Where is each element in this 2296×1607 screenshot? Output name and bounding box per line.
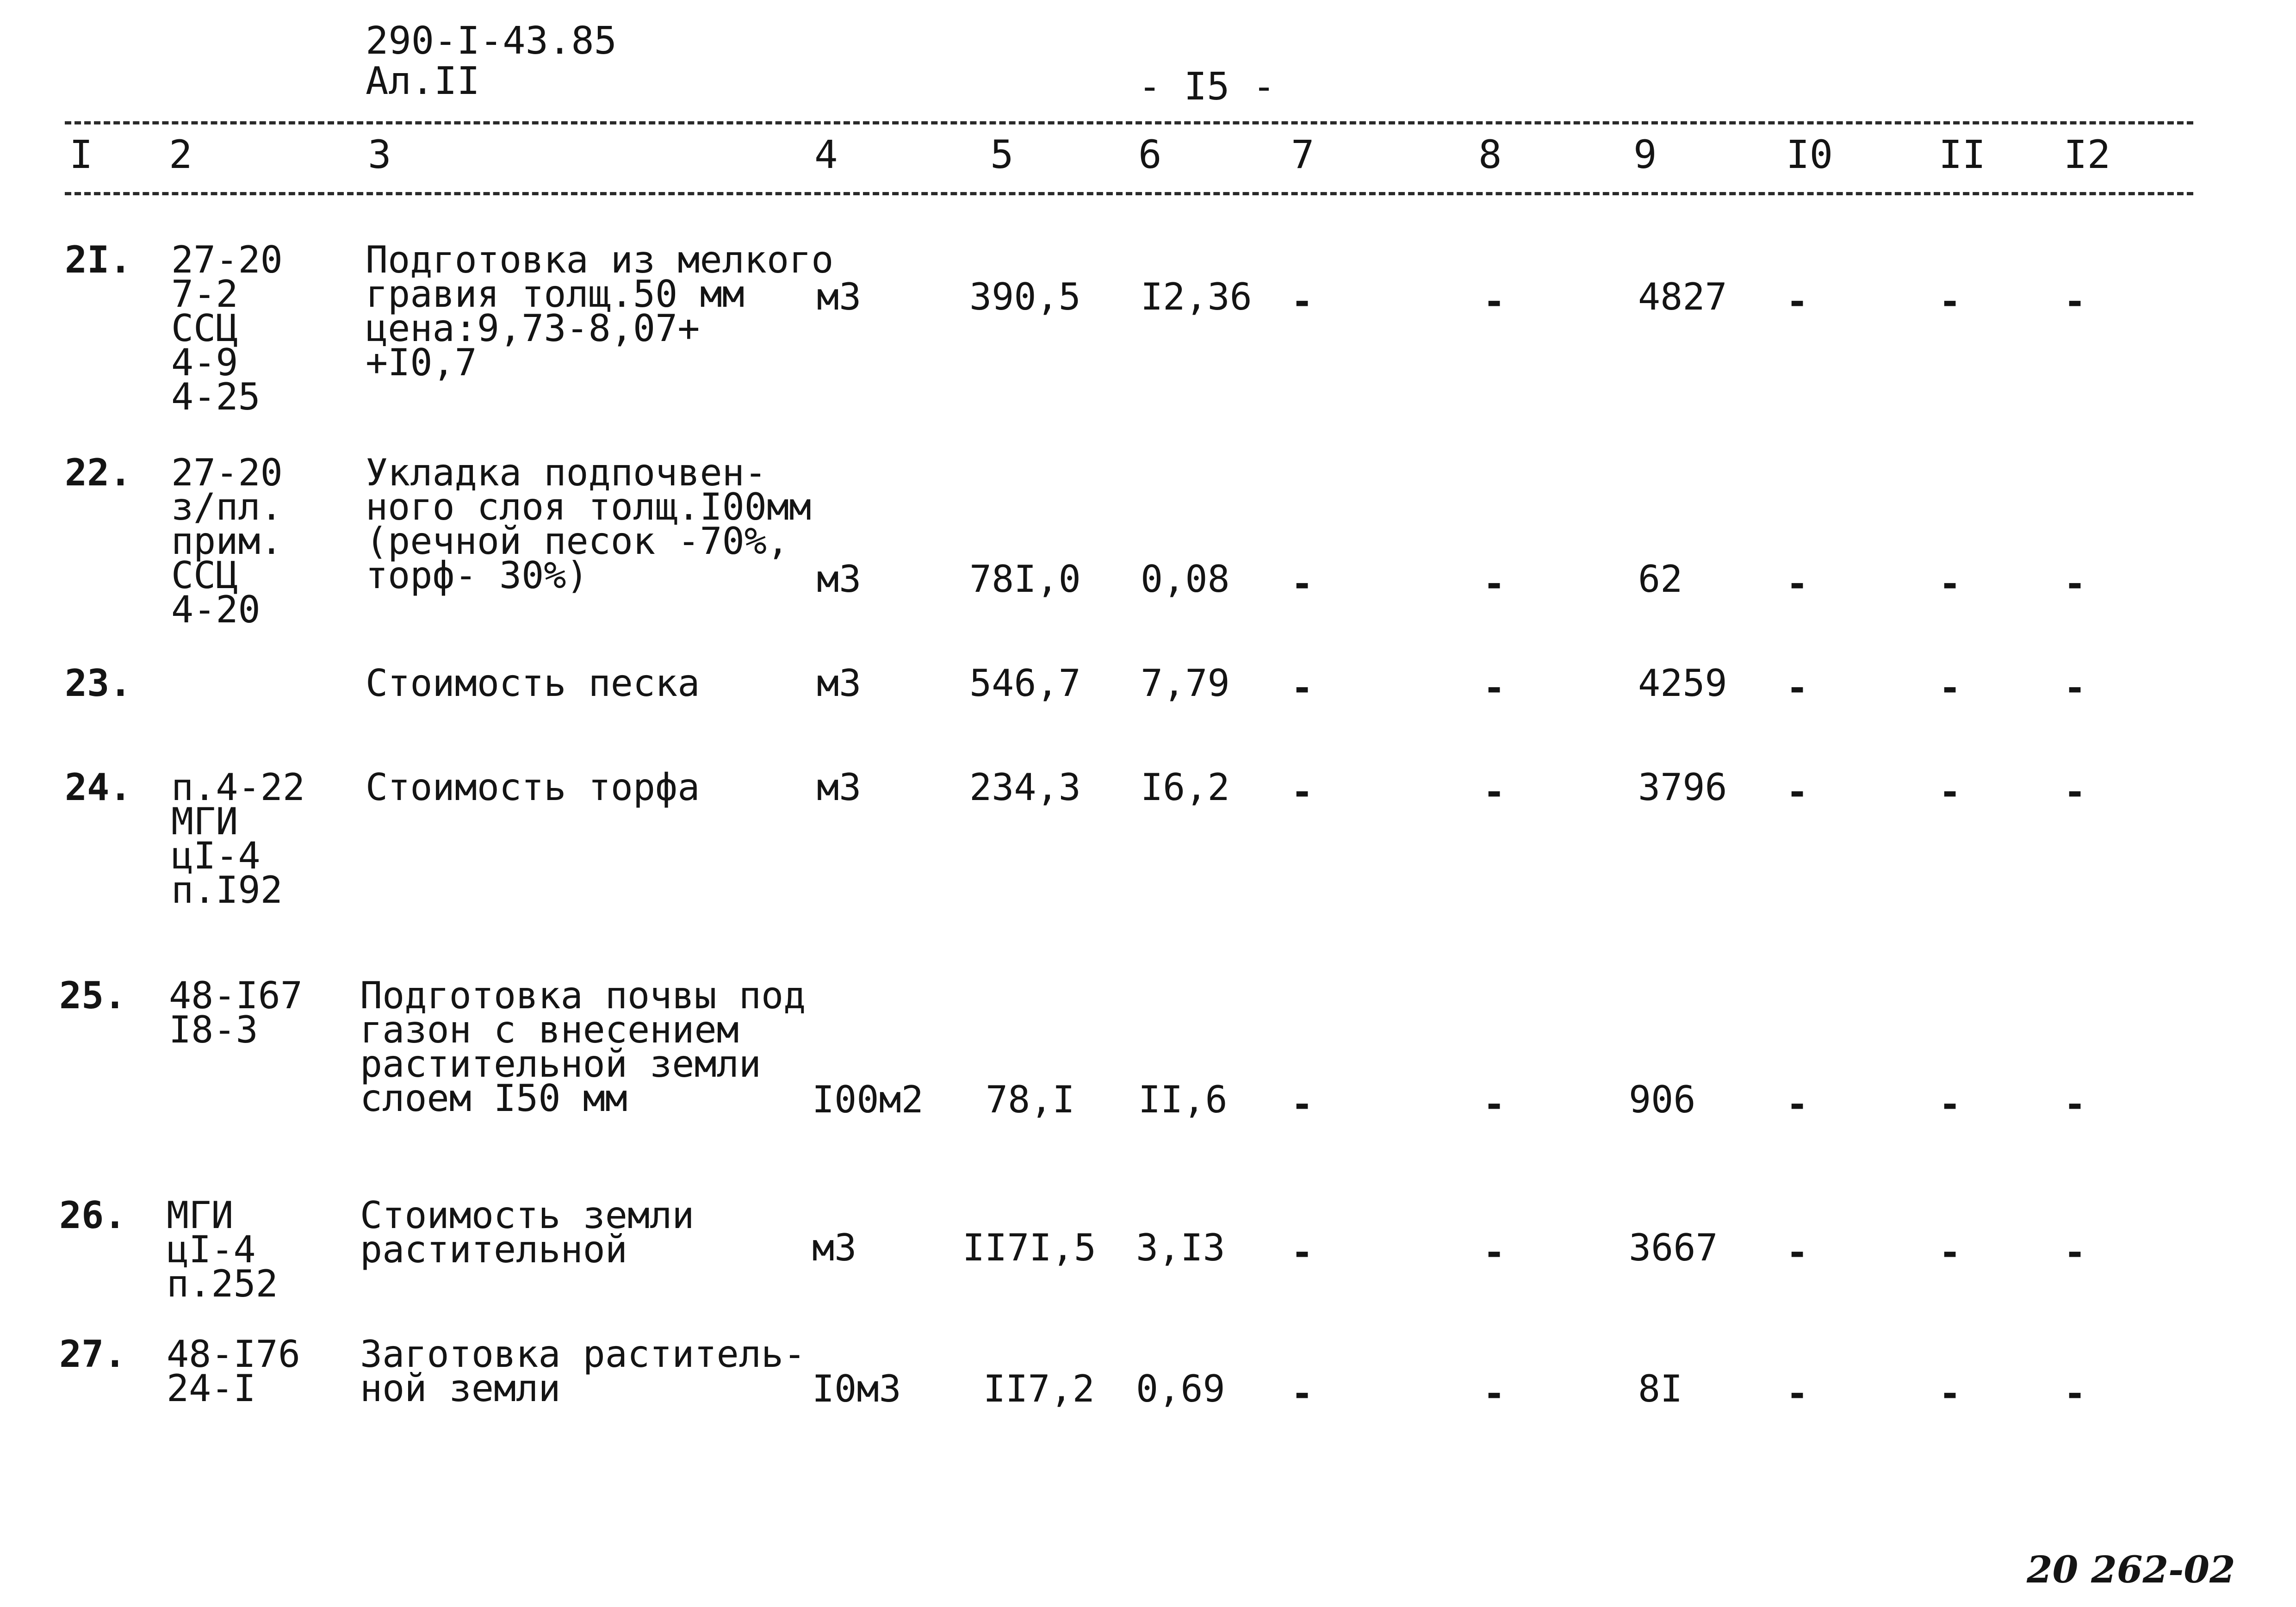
row-quantity: II7,2 <box>983 1367 1095 1410</box>
row-unit-price: 0,08 <box>1141 558 1230 601</box>
row-col12: - <box>2064 1083 2086 1126</box>
page-number: - I5 - <box>1138 65 1276 109</box>
row-description: Подготовка почвы под газон с внесением растительной земли слоем I50 мм <box>360 974 806 1120</box>
row-code: МГИ цI-4 п.252 <box>167 1194 278 1305</box>
row-unit: I0м3 <box>812 1367 901 1410</box>
row-total: 3796 <box>1638 766 1727 809</box>
row-unit-price: I2,36 <box>1141 275 1252 318</box>
row-quantity: 78I,0 <box>969 558 1081 601</box>
row-quantity: 78,I <box>986 1078 1075 1121</box>
row-code: п.4-22 МГИ цI-4 п.I92 <box>171 766 305 912</box>
row-unit: м3 <box>817 275 862 318</box>
row-col7: - <box>1291 280 1314 323</box>
row-number: 2I. <box>65 238 132 281</box>
row-col12: - <box>2064 1231 2086 1274</box>
row-unit: I00м2 <box>812 1078 924 1121</box>
column-header-7: 7 <box>1291 132 1315 177</box>
row-col7: - <box>1291 666 1314 709</box>
row-number: 24. <box>65 766 132 809</box>
row-col11: - <box>1939 1372 1961 1415</box>
column-header-10: I0 <box>1786 132 1833 177</box>
column-header-4: 4 <box>814 132 838 177</box>
row-unit: м3 <box>817 662 862 705</box>
row-col10: - <box>1786 1372 1809 1415</box>
row-code: 48-I67 I8-3 <box>169 974 303 1051</box>
row-number: 27. <box>59 1333 126 1376</box>
row-unit: м3 <box>812 1226 857 1269</box>
row-code: 48-I76 24-I <box>167 1333 300 1410</box>
row-col10: - <box>1786 770 1809 813</box>
row-total: 4259 <box>1638 662 1727 705</box>
row-description: Подготовка из мелкого гравия толщ.50 мм цена:9,73-8,07+ +I0,7 <box>366 238 834 384</box>
document-code: 290-I-43.85 <box>366 19 617 63</box>
row-quantity: 546,7 <box>969 662 1081 705</box>
row-number: 23. <box>65 662 132 705</box>
header-rule-bottom <box>65 192 2193 195</box>
row-total: 4827 <box>1638 275 1727 318</box>
row-unit-price: 0,69 <box>1136 1367 1225 1410</box>
row-total: 3667 <box>1629 1226 1718 1269</box>
row-col8: - <box>1483 562 1506 605</box>
column-header-5: 5 <box>990 132 1014 177</box>
row-unit-price: II,6 <box>1138 1078 1228 1121</box>
row-col10: - <box>1786 666 1809 709</box>
row-col10: - <box>1786 1083 1809 1126</box>
row-col8: - <box>1483 666 1506 709</box>
row-unit-price: 3,I3 <box>1136 1226 1225 1269</box>
row-code: 27-20 7-2 ССЦ 4-9 4-25 <box>171 238 283 418</box>
row-total: 8I <box>1638 1367 1683 1410</box>
row-col10: - <box>1786 1231 1809 1274</box>
row-col8: - <box>1483 280 1506 323</box>
row-description: Укладка подпочвен- ного слоя толщ.I00мм (речной песок -70%, торф- 30%) <box>366 451 812 597</box>
row-total: 62 <box>1638 558 1683 601</box>
row-quantity: 234,3 <box>969 766 1081 809</box>
row-number: 22. <box>65 451 132 494</box>
column-header-9: 9 <box>1633 132 1657 177</box>
row-col8: - <box>1483 1372 1506 1415</box>
column-header-8: 8 <box>1478 132 1502 177</box>
column-header-6: 6 <box>1138 132 1162 177</box>
row-unit: м3 <box>817 558 862 601</box>
row-col12: - <box>2064 562 2086 605</box>
row-number: 26. <box>59 1194 126 1237</box>
column-header-2: 2 <box>169 132 192 177</box>
column-header-11: II <box>1939 132 1986 177</box>
row-col7: - <box>1291 770 1314 813</box>
row-col10: - <box>1786 562 1809 605</box>
row-description: Стоимость песка <box>366 662 700 705</box>
row-quantity: 390,5 <box>969 275 1081 318</box>
row-col11: - <box>1939 562 1961 605</box>
row-unit-price: I6,2 <box>1141 766 1230 809</box>
row-col7: - <box>1291 562 1314 605</box>
row-col8: - <box>1483 1083 1506 1126</box>
row-quantity: II7I,5 <box>962 1226 1096 1269</box>
archive-stamp: 20 262-02 <box>2027 1548 2235 1591</box>
row-col7: - <box>1291 1372 1314 1415</box>
row-col8: - <box>1483 770 1506 813</box>
header-rule-top <box>65 121 2193 124</box>
row-col11: - <box>1939 666 1961 709</box>
row-col11: - <box>1939 770 1961 813</box>
row-code: 27-20 з/пл. прим. ССЦ 4-20 <box>171 451 283 631</box>
row-col7: - <box>1291 1083 1314 1126</box>
row-col12: - <box>2064 770 2086 813</box>
column-header-1: I <box>69 132 93 177</box>
row-col12: - <box>2064 1372 2086 1415</box>
row-col11: - <box>1939 1083 1961 1126</box>
row-col8: - <box>1483 1231 1506 1274</box>
row-unit: м3 <box>817 766 862 809</box>
row-description: Стоимость торфа <box>366 766 700 809</box>
column-header-12: I2 <box>2064 132 2111 177</box>
column-header-3: 3 <box>368 132 391 177</box>
row-col12: - <box>2064 666 2086 709</box>
row-col7: - <box>1291 1231 1314 1274</box>
row-number: 25. <box>59 974 126 1017</box>
row-description: Стоимость земли растительной <box>360 1194 695 1271</box>
row-col11: - <box>1939 1231 1961 1274</box>
row-col10: - <box>1786 280 1809 323</box>
row-description: Заготовка раститель- ной земли <box>360 1333 806 1410</box>
row-col11: - <box>1939 280 1961 323</box>
sheet-number: Ал.II <box>366 59 480 103</box>
row-col12: - <box>2064 280 2086 323</box>
row-unit-price: 7,79 <box>1141 662 1230 705</box>
row-total: 906 <box>1629 1078 1696 1121</box>
